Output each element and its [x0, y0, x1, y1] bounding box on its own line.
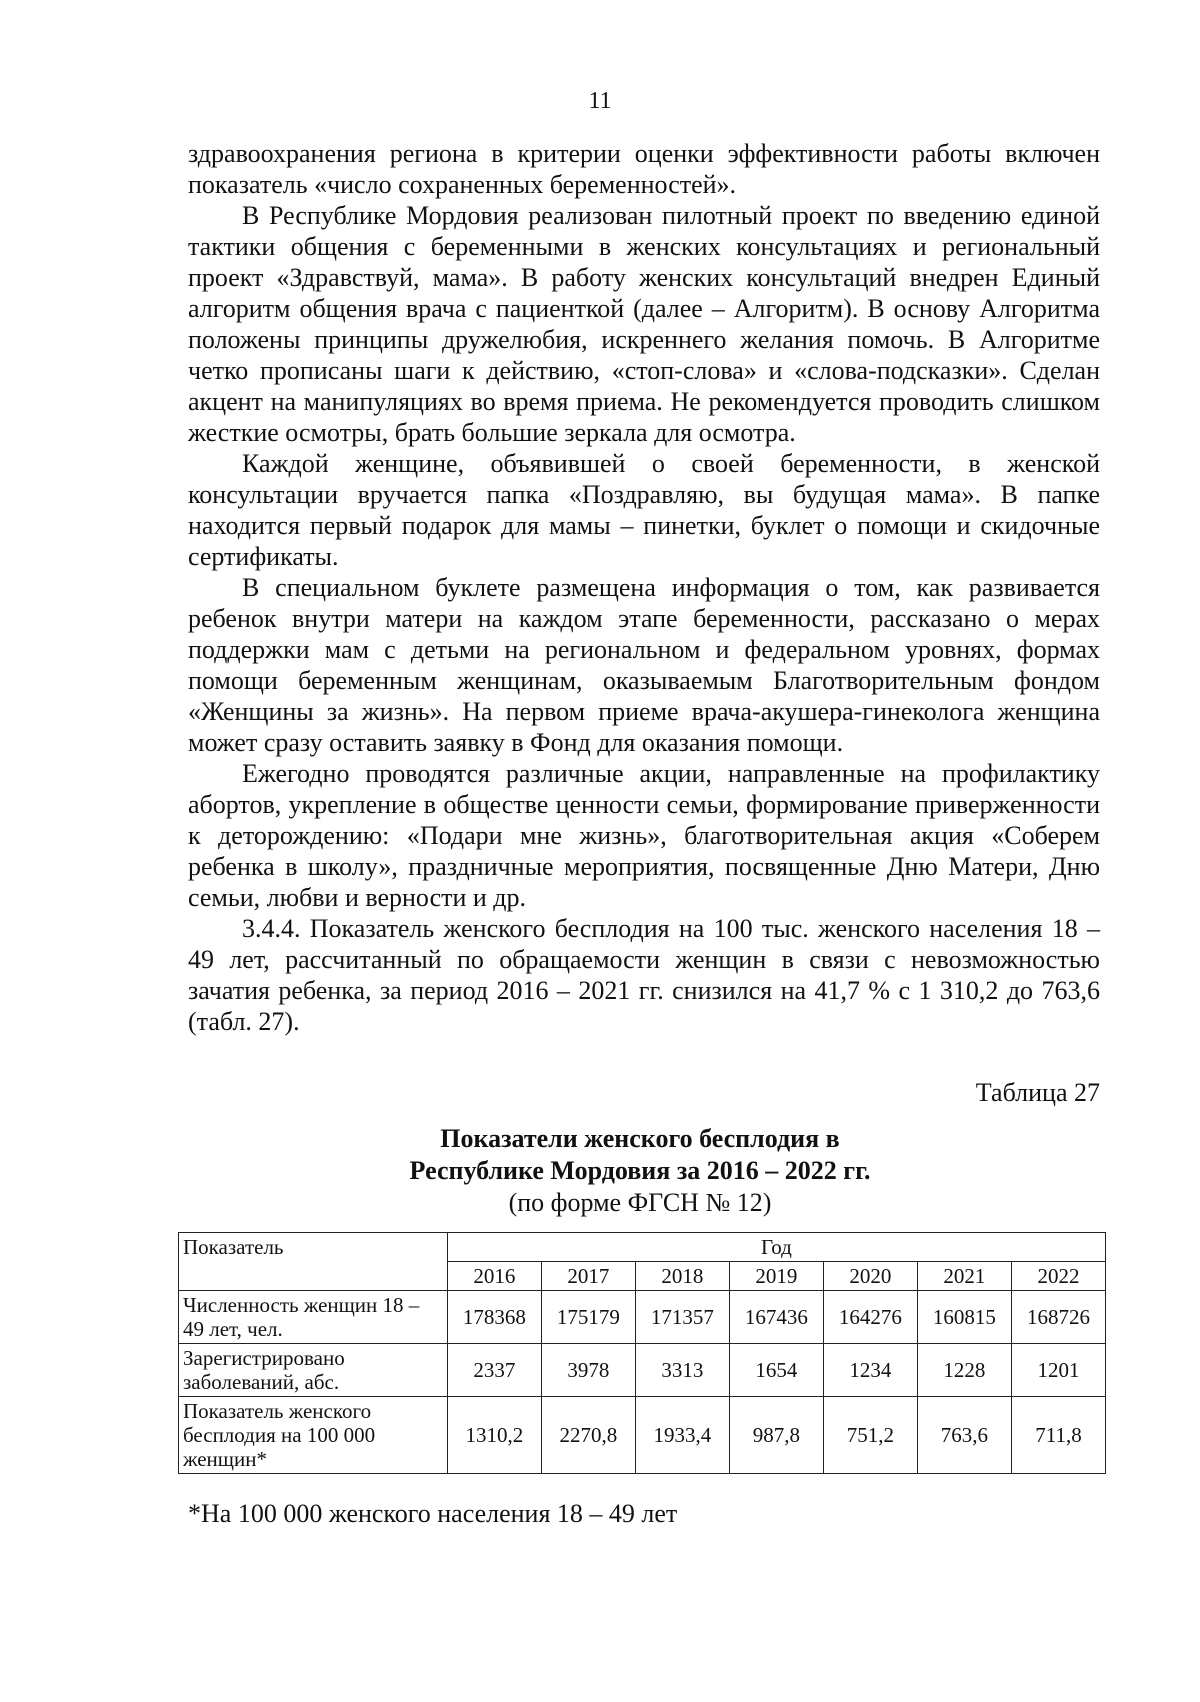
- paragraph: здравоохранения региона в критерии оценки эффективности работы включен показатель «число сохраненных беременностей».: [188, 139, 1100, 199]
- table-title-line: Республике Мордовия за 2016 – 2022 гг.: [409, 1156, 871, 1185]
- table-cell: 987,8: [729, 1397, 823, 1474]
- table-row: [179, 1291, 1106, 1344]
- header-year: 2018: [635, 1262, 729, 1291]
- table-cell: 751,2: [823, 1397, 917, 1474]
- table-cell: 1310,2: [447, 1397, 541, 1474]
- infertility-table: [178, 1232, 1106, 1474]
- table-cell: 168726: [1011, 1291, 1105, 1344]
- table-cell: 2270,8: [541, 1397, 635, 1474]
- table-cell: 763,6: [917, 1397, 1011, 1474]
- table-cell: 171357: [635, 1291, 729, 1344]
- page-number: 11: [588, 88, 612, 114]
- table-title: [300, 1123, 980, 1219]
- header-year: 2017: [541, 1262, 635, 1291]
- header-year: 2019: [729, 1262, 823, 1291]
- table-subtitle: (по форме ФГСН № 12): [508, 1188, 772, 1217]
- table-cell: 164276: [823, 1291, 917, 1344]
- paragraph: В Республике Мордовия реализован пилотный проект по введению единой тактики общения с беременными в женских консультациях и региональный проект «Здравствуй, мама». В работу женских консультаций внедрен Единый алгоритм общения врача с пациенткой (далее – Алгоритм). В основу Алгоритма положены принципы дружелюбия, искреннего желания помочь. В Алгоритме четко прописаны шаги к действию, «стоп-слова» и «слова-подсказки». Сделан акцент на манипуляциях во время приема. Не рекомендуется проводить слишком жесткие осмотры, брать большие зеркала для осмотра.: [188, 201, 1100, 447]
- table-row: [179, 1344, 1106, 1397]
- paragraph: Ежегодно проводятся различные акции, направленные на профилактику абортов, укрепление в обществе ценности семьи, формирование приверженности к деторождению: «Подари мне жизнь», благотворительная акция «Соберем ребенка в школу», праздничные мероприятия, посвященные Дню Матери, Дню семьи, любви и верности и др.: [188, 759, 1100, 912]
- table-cell: 2337: [447, 1344, 541, 1397]
- header-year-group: Год: [447, 1233, 1105, 1262]
- row-label: Зарегистрировано заболеваний, абс.: [179, 1344, 448, 1397]
- body-text: [188, 138, 1100, 1037]
- paragraph: Каждой женщине, объявившей о своей беременности, в женской консультации вручается папка «Поздравляю, вы будущая мама». В папке находится первый подарок для мамы – пинетки, буклет о помощи и скидочные сертификаты.: [188, 449, 1100, 571]
- paragraph: 3.4.4. Показатель женского бесплодия на 100 тыс. женского населения 18 – 49 лет, рассчитанный по обращаемости женщин в связи с невозможностью зачатия ребенка, за период 2016 – 2021 гг. снизился на 41,7 % с 1 310,2 до 763,6 (табл. 27).: [188, 914, 1100, 1036]
- header-year: 2021: [917, 1262, 1011, 1291]
- table-cell: 711,8: [1011, 1397, 1105, 1474]
- table-cell: 160815: [917, 1291, 1011, 1344]
- table-number-label: Таблица 27: [975, 1078, 1100, 1107]
- table-row: [179, 1397, 1106, 1474]
- table-footnote: *На 100 000 женского населения 18 – 49 лет: [188, 1499, 678, 1528]
- table-cell: 1933,4: [635, 1397, 729, 1474]
- table-title-line: Показатели женского бесплодия в: [440, 1124, 840, 1153]
- table-cell: 3313: [635, 1344, 729, 1397]
- row-label: Показатель женского бесплодия на 100 000 женщин*: [179, 1397, 448, 1474]
- header-year: 2016: [447, 1262, 541, 1291]
- header-indicator: Показатель: [179, 1233, 448, 1291]
- table-cell: 167436: [729, 1291, 823, 1344]
- table-cell: 1654: [729, 1344, 823, 1397]
- header-year: 2020: [823, 1262, 917, 1291]
- header-year: 2022: [1011, 1262, 1105, 1291]
- table-cell: 175179: [541, 1291, 635, 1344]
- paragraph: В специальном буклете размещена информация о том, как развивается ребенок внутри матери на каждом этапе беременности, рассказано о мерах поддержки мам с детьми на региональном и федеральном уровнях, формах помощи беременным женщинам, оказываемым Благотворительным фондом «Женщины за жизнь». На первом приеме врача-акушера-гинеколога женщина может сразу оставить заявку в Фонд для оказания помощи.: [188, 573, 1100, 757]
- row-label: Численность женщин 18 – 49 лет, чел.: [179, 1291, 448, 1344]
- table-cell: 1201: [1011, 1344, 1105, 1397]
- table-header-row: [179, 1233, 1106, 1262]
- table-cell: 1234: [823, 1344, 917, 1397]
- table-cell: 3978: [541, 1344, 635, 1397]
- table-cell: 1228: [917, 1344, 1011, 1397]
- table-cell: 178368: [447, 1291, 541, 1344]
